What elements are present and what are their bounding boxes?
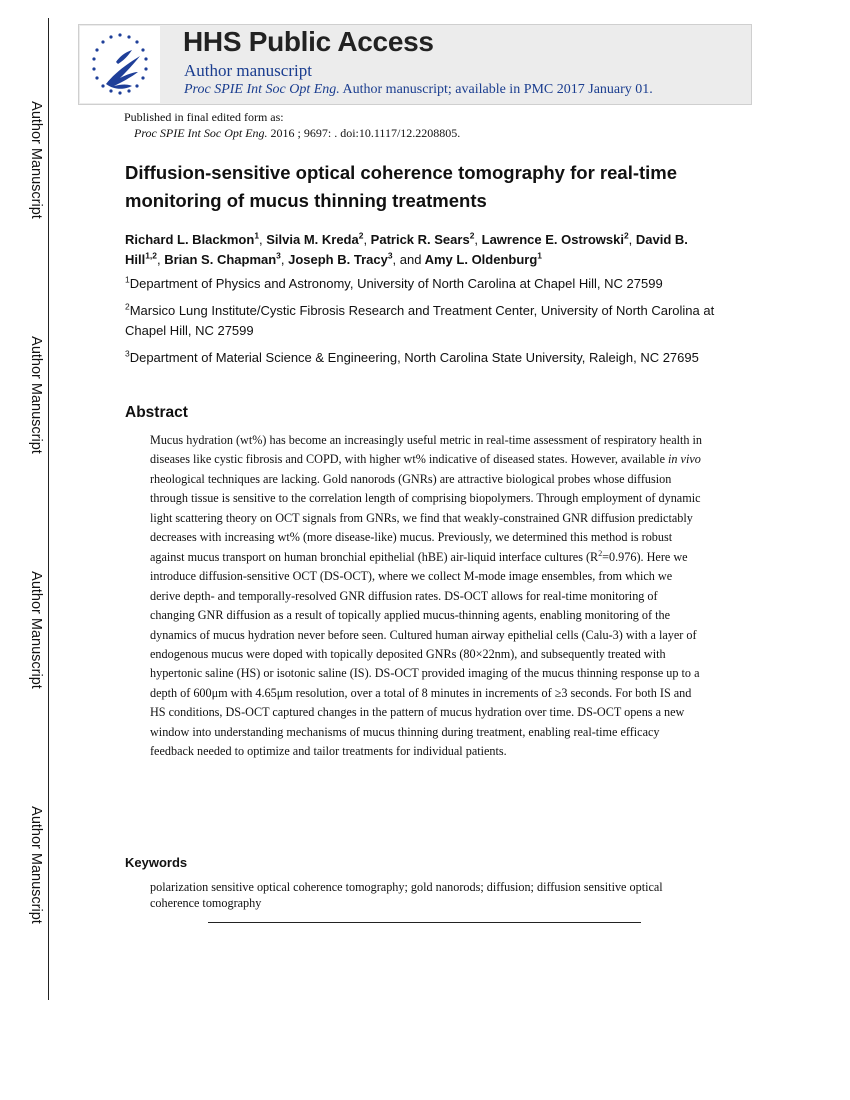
affiliation: $^1$Department of Physics and Astronomy, University of North Carolina at Chapel Hill, NC 27599 [125, 274, 663, 291]
abstract-heading: Abstract [125, 404, 188, 421]
sidebar-divider [48, 18, 49, 1000]
author: Richard L. Blackmon [125, 232, 255, 247]
keywords-heading: Keywords [125, 855, 188, 870]
sidebar-label: Author Manuscript [28, 806, 44, 924]
author: David B. Hill [125, 232, 688, 267]
affiliation: $^3$Department of Material Science & Engineering, North Carolina State University, Raleigh, NC 27695 [125, 348, 699, 365]
banner-journal: Proc SPIE Int Soc Opt Eng. [184, 82, 340, 97]
sidebar-label: Author Manuscript [28, 101, 44, 219]
banner-title: HHS Public Access [183, 26, 434, 57]
author: Patrick R. Sears [370, 232, 470, 247]
publication-info [134, 126, 460, 141]
banner-citation [184, 82, 653, 98]
banner-subtitle: Author manuscript [184, 61, 312, 80]
publication-details: 2016 ; 9697: . doi:10.1117/12.2208805. [270, 126, 461, 140]
footnote-divider [208, 922, 641, 923]
paper-title: Diffusion-sensitive optical coherence tomography for real-time monitoring of mucus thinning treatments [125, 162, 678, 211]
author: Silvia M. Kreda [266, 232, 359, 247]
published-label: Published in final edited form as: [124, 110, 284, 124]
abstract-text: Mucus hydration (wt%) has become an increasingly useful metric in real-time assessment of respiratory health in diseases like cystic fibrosis and COPD, with higher wt% indicative of diseased states. However, available in vivo rheological techniques are lacking. Gold nanorods (GNRs) are attractive biological probes whose diffusion through tissue is sensitive to the correlation length of comprising biopolymers. Through employment of dynamic light scattering theory on OCT signals from GNRs, we find that weakly-constrained GNR diffusion predictably decreases with increasing wt% (more disease-like) mucus. Previously, we determined this method is robust against mucus transport on human bronchial epithelial (hBE) air-liquid interface cultures $(R^2=0.976)$. Here we introduce diffusion-sensitive OCT (DS-OCT), where we collect M-mode image ensembles, from which we derive depth- and temporally-resolved GNR diffusion rates. DS-OCT allows for real-time monitoring of changing GNR diffusion as a result of topically applied mucus-thinning agents, enabling monitoring of the dynamics of mucus hydration never before seen. Cultured human airway epithelial cells (Calu-3) with a layer of endogenous mucus were doped with topically deposited GNRs (80×22nm), and subsequently treated with hypertonic saline (HS) or isotonic saline (IS). DS-OCT provided imaging of the mucus thinning response up to a depth of 600μm with 4.65μm resolution, over a total of 8 minutes in increments of ≥3 seconds. For both IS and HS conditions, DS-OCT captured changes in the pattern of mucus hydration over time. DS-OCT opens a new window into understanding mechanisms of mucus thinning during treatment, enabling real-time efficacy feedback needed to optimize and tailor treatments for individual patients. [150, 433, 702, 759]
publication-journal: Proc SPIE Int Soc Opt Eng. [134, 126, 268, 140]
sidebar-label: Author Manuscript [28, 336, 44, 454]
keywords-text: polarization sensitive optical coherence tomography; gold nanorods; diffusion; diffusion sensitive optical coherence tomography [150, 880, 663, 910]
author: Joseph B. Tracy [288, 252, 388, 267]
banner-availability: Author manuscript; available in PMC 2017 January 01. [342, 82, 653, 97]
hhs-eagle-icon [80, 26, 160, 103]
sidebar-label: Author Manuscript [28, 571, 44, 689]
author: Brian S. Chapman [164, 252, 277, 267]
author: Lawrence E. Ostrowski [481, 232, 624, 247]
author-list: Richard L. Blackmon$^1$, Silvia M. Kreda$^2$, Patrick R. Sears$^2$, Lawrence E. Ostrowski$^2$, David B. Hill$^{1,2}$, Brian S. Chapman$^3$, Joseph B. Tracy$^3$, and Amy L. Oldenburg$^1$ [125, 230, 688, 267]
hhs-logo [80, 26, 160, 103]
author: Amy L. Oldenburg [424, 252, 538, 267]
affiliation: $^2$Marsico Lung Institute/Cystic Fibrosis Research and Treatment Center, University of North Carolina at Chapel Hill, NC 27599 [125, 301, 715, 338]
